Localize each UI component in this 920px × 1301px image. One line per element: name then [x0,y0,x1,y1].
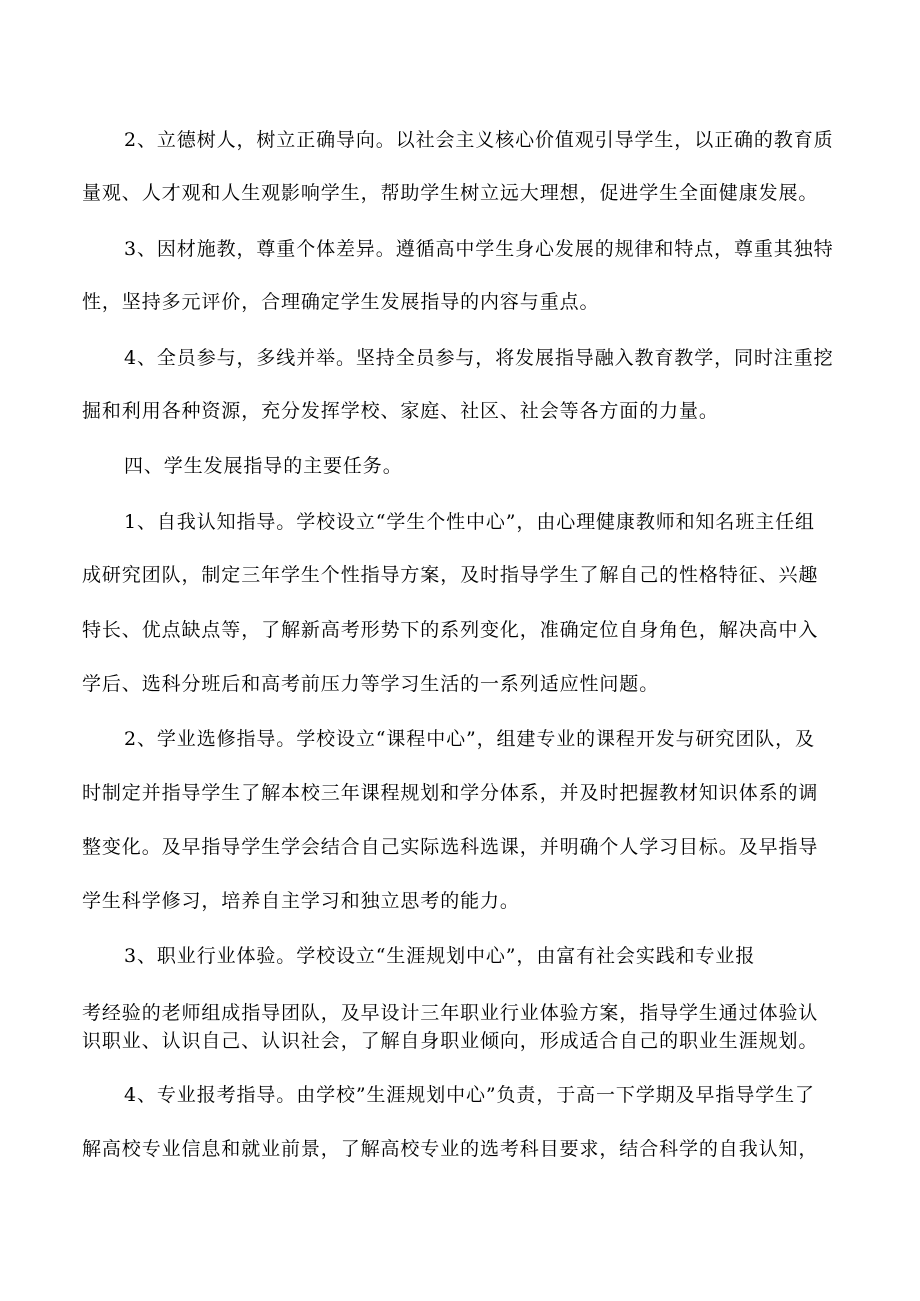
paragraph-line: 掘和利用各种资源，充分发挥学校、家庭、社区、社会等各方面的力量。 [82,400,719,422]
paragraph-line: 整变化。及早指导学生学会结合自己实际选科选课，并明确个人学习目标。及早指导 [82,836,819,858]
section-heading: 四、学生发展指导的主要任务。 [124,455,403,477]
paragraph-line: 考经验的老师组成指导团队，及早设计三年职业行业体验方案，指导学生通过体验认 [82,1002,819,1024]
paragraph-line: 4、专业报考指导。由学校”生涯规划中心”负责，于高一下学期及早指导学生了 [124,1084,815,1106]
paragraph-line: 解高校专业信息和就业前景，了解高校专业的选考科目要求，结合科学的自我认知， [82,1138,819,1160]
paragraph-line: 学生科学修习，培养自主学习和独立思考的能力。 [82,890,520,912]
paragraph-line: 1、自我认知指导。学校设立“学生个性中心”，由心理健康教师和知名班主任组 [124,511,815,533]
paragraph-line: 特长、优点缺点等，了解新高考形势下的系列变化，准确定位自身角色，解决高中入 [82,619,819,641]
paragraph-line: 成研究团队，制定三年学生个性指导方案，及时指导学生了解自己的性格特征、兴趣 [82,564,819,586]
paragraph-line: 性，坚持多元评价，合理确定学生发展指导的内容与重点。 [82,291,600,313]
paragraph-line: 识职业、认识自己、认识社会，了解自身职业倾向，形成适合自己的职业生涯规划。 [82,1030,819,1052]
paragraph-line: 2、学业选修指导。学校设立“课程中心”，组建专业的课程开发与研究团队，及 [124,728,815,750]
paragraph-line: 2、立德树人，树立正确导向。以社会主义核心价值观引导学生，以正确的教育质 [124,129,834,151]
paragraph-line: 学后、选科分班后和高考前压力等学习生活的一系列适应性问题。 [82,673,660,695]
paragraph-line: 3、因材施教，尊重个体差异。遵循高中学生身心发展的规律和特点，尊重其独特 [124,238,834,260]
paragraph-line: 3、职业行业体验。学校设立“生涯规划中心”，由富有社会实践和专业报 [124,945,756,967]
paragraph-line: 量观、人才观和人生观影响学生，帮助学生树立远大理想，促进学生全面健康发展。 [82,182,819,204]
paragraph-line: 4、全员参与，多线并举。坚持全员参与，将发展指导融入教育教学，同时注重挖 [124,347,834,369]
paragraph-line: 时制定并指导学生了解本校三年课程规划和学分体系，并及时把握教材知识体系的调 [82,782,819,804]
